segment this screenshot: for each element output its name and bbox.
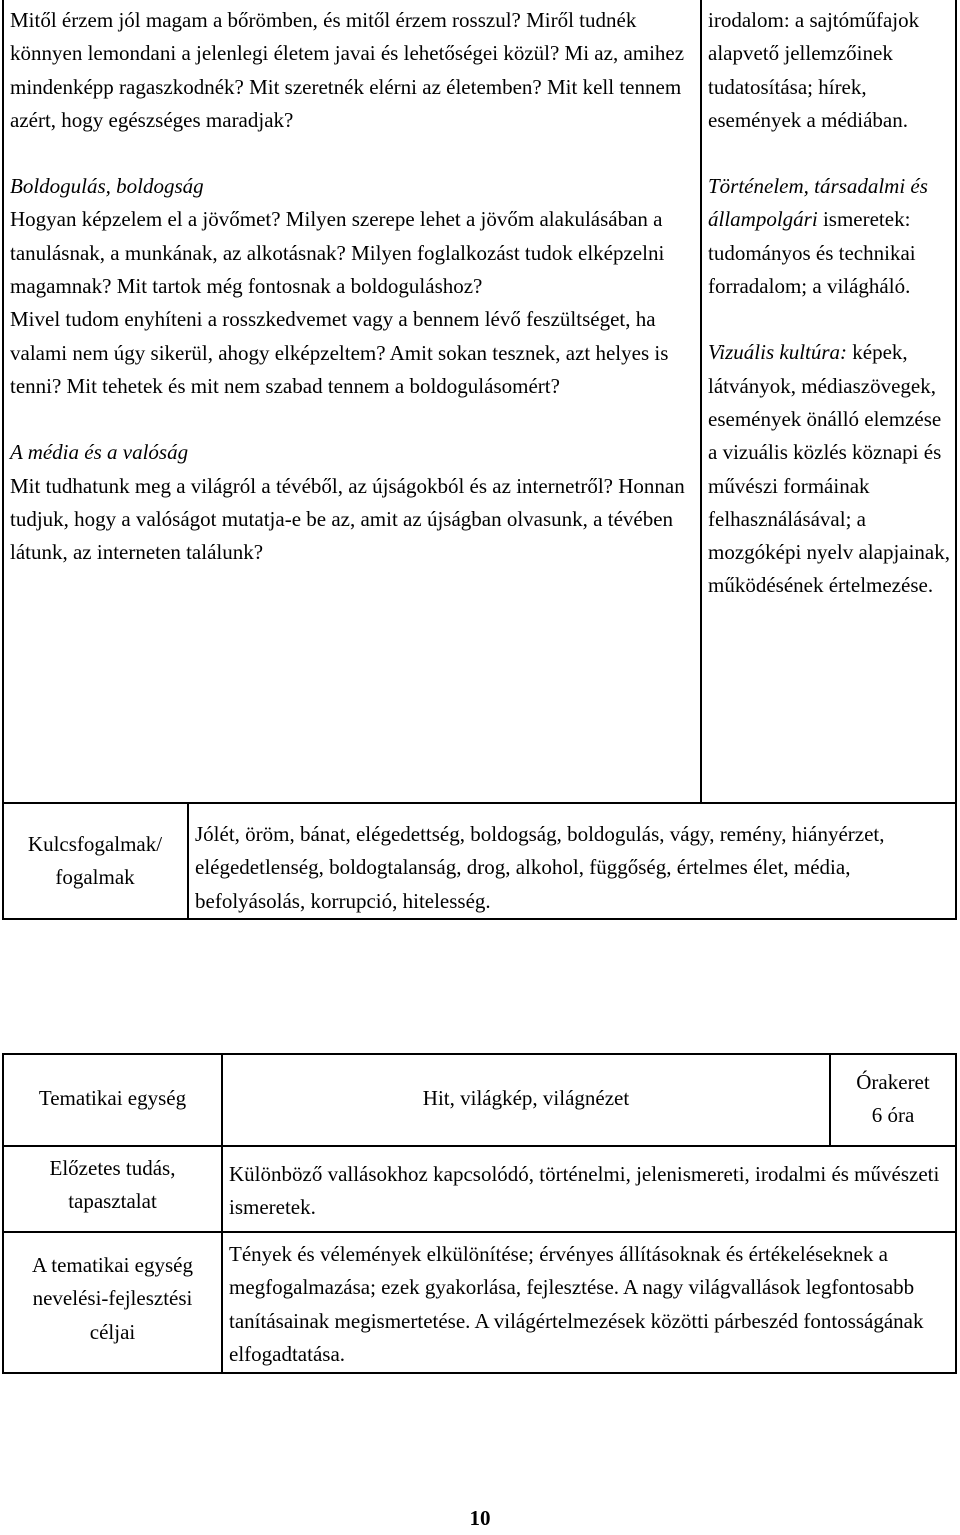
connection-vizualis-title: Vizuális kultúra: xyxy=(708,340,848,365)
lower-table-row-divider-2 xyxy=(2,1231,957,1233)
connection-tortenelem-title: Történelem, társadalmi és állampolgári xyxy=(708,174,928,232)
prior-knowledge-text: Különböző vallásokhoz kapcsolódó, történelmi, jelenismereti, irodalmi és művészeti ismeretek. xyxy=(229,1162,940,1220)
connection-tortenelem xyxy=(708,170,954,303)
upper-table-column-divider xyxy=(700,0,702,802)
section-title-boldogulas: Boldogulás, boldogság xyxy=(10,174,204,199)
upper-table-border-bottom xyxy=(2,918,957,920)
section-text-media: Mit tudhatunk meg a világról a tévéből, az újságokból és az internetről? Honnan tudjuk, hogy a valóságot mutatja-e be az, amit az újságban olvasunk, a tévében látunk, az interneten találunk? xyxy=(10,473,685,565)
connections-column xyxy=(708,4,954,603)
keywords-column-divider xyxy=(187,802,189,920)
intro-questions: Mitől érzem jól magam a bőrömben, és mitől érzem rosszul? Miről tudnék könnyen lemondani a jelenlegi életem javai és lehetőségei közül? Mi az, amihez mindenképp ragaszkodnék? Mit szeretnék elérni az életemben? Mit kell tennem azért, hogy egészséges maradjak? xyxy=(10,8,685,132)
lower-table-border-bottom xyxy=(2,1372,957,1374)
page-number: 10 xyxy=(469,1506,491,1530)
thematic-unit-title: Hit, világkép, világnézet xyxy=(422,1086,630,1110)
lower-table-border-right xyxy=(955,1053,957,1374)
prior-knowledge-label: Előzetes tudás, tapasztalat xyxy=(49,1156,176,1214)
section-title-media: A média és a valóság xyxy=(10,440,189,465)
keywords-label: Kulcsfogalmak/ fogalmak xyxy=(27,832,163,890)
connection-vizualis-text: képek, látványok, médiaszövegek, események önálló elemzése a vizuális közlés köznapi és művészi formáinak felhasználásával; a mozgóképi nyelv alapjainak, működésének értelmezése. xyxy=(708,340,951,598)
upper-table-border-left xyxy=(2,0,4,920)
section-text-boldogulas-a: Hogyan képzelem el a jövőmet? Milyen szerepe lehet a jövőm alakulásában a tanulásnak, a munkának, az alkotásnak? Milyen foglalkozást tudok elképzelni magamnak? Mit tartok még fontosnak a boldoguláshoz? xyxy=(10,207,665,299)
goals-text: Tények és vélemények elkülönítése; érvényes állításoknak és értékeléseknek a megfogalmazása; ezek gyakorlása, fejlesztése. A nagy világvallások legfontosabb tanításainak megismertetése. A világértelmezések közötti párbeszéd fontosságának elfogadtatása. xyxy=(229,1242,924,1366)
hours-frame-value: 6 óra xyxy=(871,1103,915,1127)
connection-vizualis xyxy=(708,336,954,602)
goals-label: A tematikai egység nevelési-fejlesztési céljai xyxy=(32,1253,193,1344)
lower-table-border-top xyxy=(2,1053,957,1055)
content-column xyxy=(10,4,694,569)
upper-table-border-right xyxy=(955,0,957,920)
connection-irodalom: irodalom: a sajtóműfajok alapvető jellemzőinek tudatosítása; hírek, események a médiában. xyxy=(708,8,920,132)
keywords-text: Jólét, öröm, bánat, elégedettség, boldogság, boldogulás, vágy, remény, hiányérzet, elégedetlenség, boldogtalanság, drog, alkohol, függőség, értelmes élet, média, befolyásolás, korrupció, hitelesség. xyxy=(195,822,885,913)
section-text-boldogulas-b: Mivel tudom enyhíteni a rosszkedvemet vagy a bennem lévő feszültséget, ha valami nem úgy sikerül, ahogy elképzeltem? Amit sokan tesznek, azt helyes is tenni? Mit tehetek és mit nem szabad tennem a boldogulásomért? xyxy=(10,307,669,398)
lower-table-row-divider-1 xyxy=(2,1145,957,1147)
hours-frame-label: Órakeret xyxy=(856,1070,930,1094)
thematic-unit-label: Tematikai egység xyxy=(38,1086,187,1110)
upper-table-row-divider xyxy=(2,802,957,804)
connection-tortenelem-text: ismeretek: tudományos és technikai forradalom; a világháló. xyxy=(708,207,916,299)
